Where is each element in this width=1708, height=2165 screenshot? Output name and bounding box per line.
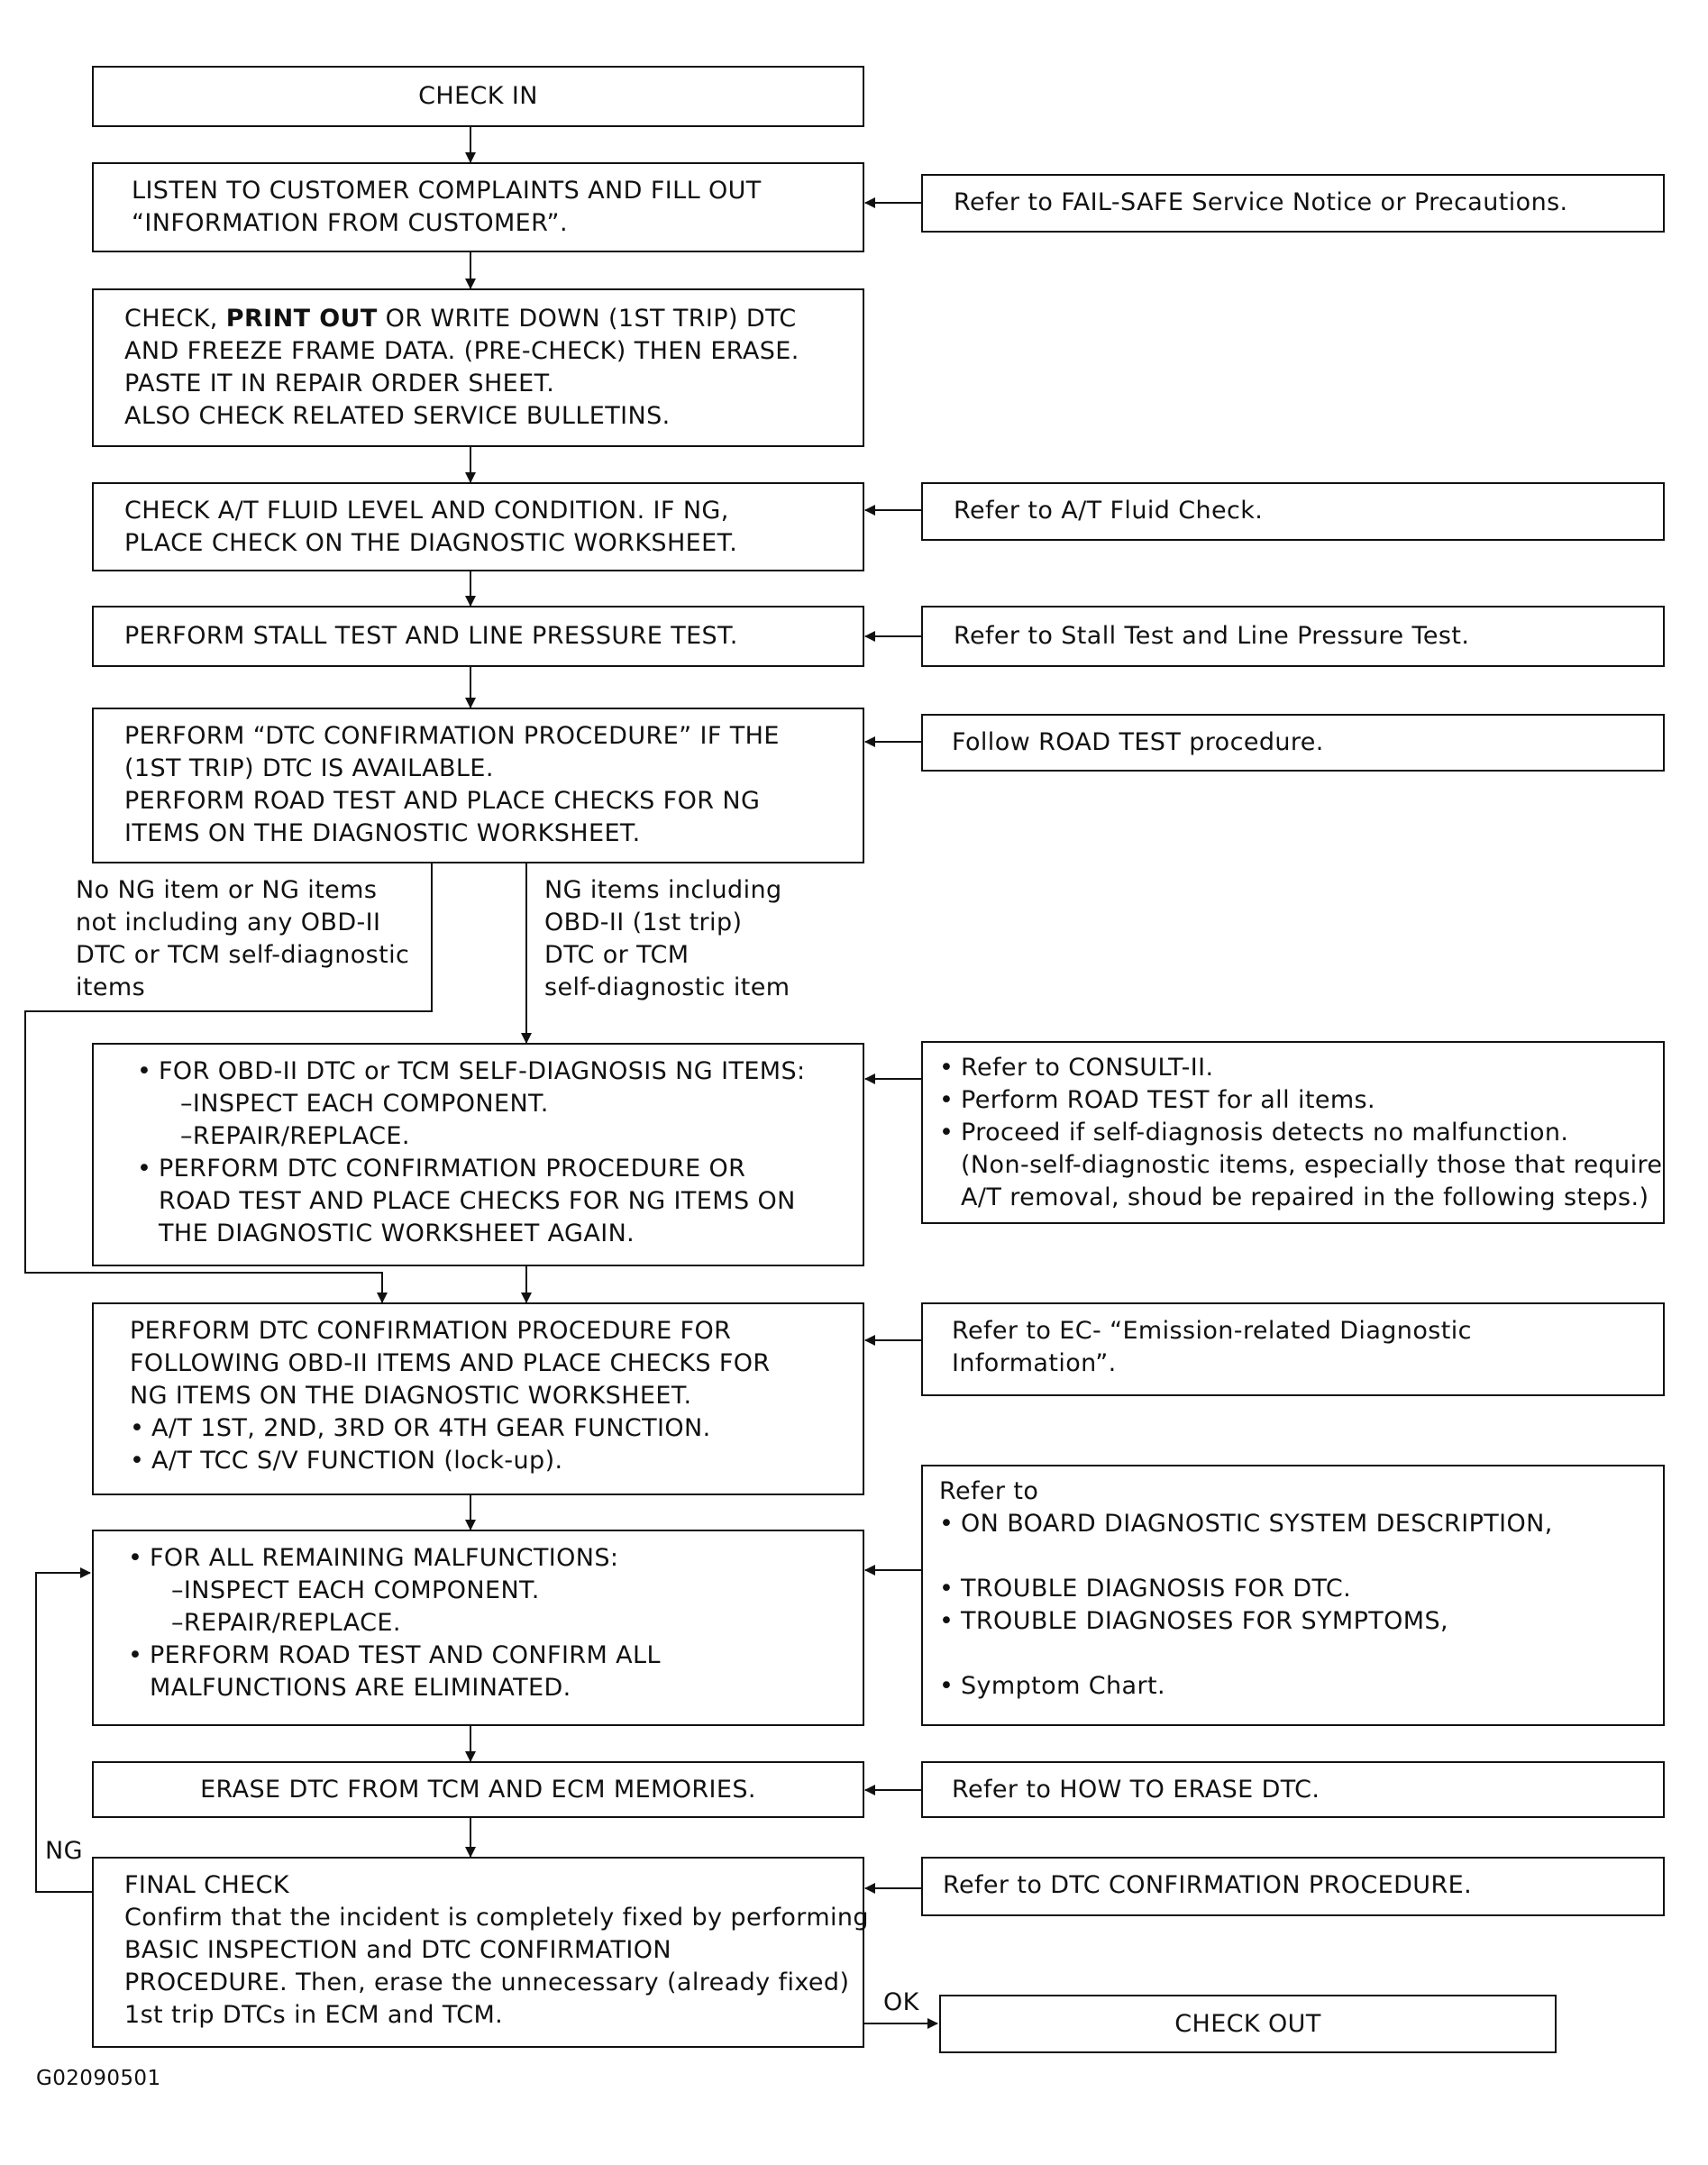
- bullet-icon: •: [939, 1575, 954, 1603]
- print-out-line-2: AND FREEZE FRAME DATA. (PRE-CHECK) THEN ERASE.: [124, 337, 799, 365]
- obd-dash-1: –INSPECT EACH COMPONENT.: [180, 1090, 549, 1118]
- check-in-label: CHECK IN: [418, 82, 538, 110]
- onboard-spacer-2: [939, 1638, 1663, 1670]
- branch-right-line-2: OBD-II (1st trip): [544, 909, 743, 936]
- remaining-bullet-2-text: PERFORM ROAD TEST AND CONFIRM ALL: [150, 1641, 661, 1669]
- fluid-line-2: PLACE CHECK ON THE DIAGNOSTIC WORKSHEET.: [124, 529, 738, 557]
- onboard-title: Refer to: [939, 1477, 1039, 1505]
- print-out-line-1: [124, 303, 863, 335]
- print-out-line-3: PASTE IT IN REPAIR ORDER SHEET.: [124, 370, 555, 397]
- ref-consult-box: [921, 1041, 1665, 1224]
- bullet-icon: •: [130, 1447, 145, 1475]
- consult-bullet-1-text: Refer to CONSULT-II.: [961, 1054, 1214, 1082]
- following-bullet-1-text: A/T 1ST, 2ND, 3RD OR 4TH GEAR FUNCTION.: [151, 1414, 711, 1442]
- remaining-bullet-2: [128, 1640, 863, 1672]
- listen-line-2: “INFORMATION FROM CUSTOMER”.: [132, 209, 568, 237]
- check-in-box: [92, 66, 864, 127]
- bullet-icon: •: [137, 1155, 152, 1183]
- ref-stall-text: Refer to Stall Test and Line Pressure Test.: [954, 622, 1470, 650]
- dtc-line-2: (1ST TRIP) DTC IS AVAILABLE.: [124, 754, 494, 782]
- ok-label: OK: [883, 1988, 919, 2016]
- remaining-dash-1: –INSPECT EACH COMPONENT.: [171, 1576, 540, 1604]
- bullet-icon: •: [128, 1641, 143, 1669]
- onboard-spacer-1: [939, 1540, 1663, 1573]
- check-out-box: [939, 1995, 1557, 2053]
- ref-final-text: Refer to DTC CONFIRMATION PROCEDURE.: [943, 1871, 1473, 1899]
- branch-left-label: [76, 874, 409, 1004]
- print-out-box: [92, 288, 864, 447]
- onboard-bullet-1: [939, 1508, 1663, 1540]
- ref-emission-box: [921, 1302, 1665, 1396]
- obd-bullet-2-cont-1: ROAD TEST AND PLACE CHECKS FOR NG ITEMS ON: [159, 1187, 796, 1215]
- onboard-bullet-3: [939, 1605, 1663, 1638]
- ref-erase-box: [921, 1761, 1665, 1818]
- ref-road-test-box: [921, 714, 1665, 772]
- final-check-box: [92, 1857, 869, 2048]
- branch-left-line-3: DTC or TCM self-diagnostic: [76, 941, 410, 969]
- listen-customer-box: [92, 162, 864, 252]
- final-line-2: Confirm that the incident is completely fixed by performing: [124, 1904, 869, 1932]
- following-bullet-2: [130, 1445, 863, 1477]
- consult-bullet-2-text: Perform ROAD TEST for all items.: [961, 1086, 1376, 1114]
- print-out-line-4: ALSO CHECK RELATED SERVICE BULLETINS.: [124, 402, 671, 430]
- ref-emission-line-2: Information”.: [952, 1349, 1117, 1377]
- ref-final-box: [921, 1857, 1665, 1916]
- print-out-post: OR WRITE DOWN (1ST TRIP) DTC: [377, 305, 797, 333]
- bullet-icon: •: [939, 1086, 954, 1114]
- consult-bullet-1: [939, 1052, 1663, 1084]
- remaining-bullet-1: [128, 1542, 863, 1575]
- consult-cont-1: (Non-self-diagnostic items, especially those that require: [961, 1151, 1663, 1179]
- obd-bullet-2-cont-2: THE DIAGNOSTIC WORKSHEET AGAIN.: [159, 1220, 635, 1247]
- ref-onboard-box: [921, 1465, 1665, 1726]
- ref-erase-text: Refer to HOW TO ERASE DTC.: [952, 1776, 1320, 1804]
- erase-dtc-box: [92, 1761, 864, 1818]
- consult-cont-2: A/T removal, shoud be repaired in the following steps.): [961, 1183, 1649, 1211]
- final-line-1: FINAL CHECK: [124, 1871, 289, 1899]
- dtc-line-1: PERFORM “DTC CONFIRMATION PROCEDURE” IF THE: [124, 722, 780, 750]
- final-line-3: BASIC INSPECTION and DTC CONFIRMATION: [124, 1936, 671, 1964]
- obd-bullet-2-text: PERFORM DTC CONFIRMATION PROCEDURE OR: [159, 1155, 746, 1183]
- bullet-icon: •: [128, 1544, 143, 1572]
- ref-fluid-text: Refer to A/T Fluid Check.: [954, 497, 1264, 525]
- onboard-bullet-2: [939, 1573, 1663, 1605]
- onboard-bullet-3-text: TROUBLE DIAGNOSES FOR SYMPTOMS,: [961, 1607, 1449, 1635]
- ng-label: NG: [45, 1837, 83, 1865]
- final-line-5: 1st trip DTCs in ECM and TCM.: [124, 2001, 504, 2029]
- listen-line-1: LISTEN TO CUSTOMER COMPLAINTS AND FILL OUT: [132, 177, 762, 205]
- obd-bullet-1-text: FOR OBD-II DTC or TCM SELF-DIAGNOSIS NG ITEMS:: [159, 1057, 806, 1085]
- ref-failsafe-text: Refer to FAIL-SAFE Service Notice or Precautions.: [954, 188, 1568, 216]
- print-out-bold: PRINT OUT: [225, 305, 378, 333]
- branch-left-line-4: items: [76, 973, 146, 1001]
- onboard-bullet-4: [939, 1670, 1663, 1703]
- final-line-4: PROCEDURE. Then, erase the unnecessary (already fixed): [124, 1969, 850, 1996]
- consult-bullet-2: [939, 1084, 1663, 1117]
- branch-left-line-2: not including any OBD-II: [76, 909, 381, 936]
- following-line-2: FOLLOWING OBD-II ITEMS AND PLACE CHECKS FOR: [130, 1349, 771, 1377]
- following-line-1: PERFORM DTC CONFIRMATION PROCEDURE FOR: [130, 1317, 732, 1345]
- onboard-bullet-1-text: ON BOARD DIAGNOSTIC SYSTEM DESCRIPTION,: [961, 1510, 1553, 1538]
- fluid-check-box: [92, 482, 864, 571]
- dtc-line-3: PERFORM ROAD TEST AND PLACE CHECKS FOR NG: [124, 787, 761, 815]
- ref-stall-box: [921, 606, 1665, 667]
- following-bullet-2-text: A/T TCC S/V FUNCTION (lock-up).: [151, 1447, 563, 1475]
- onboard-bullet-2-text: TROUBLE DIAGNOSIS FOR DTC.: [961, 1575, 1352, 1603]
- bullet-icon: •: [130, 1414, 145, 1442]
- ref-emission-line-1: Refer to EC- “Emission-related Diagnostic: [952, 1317, 1472, 1345]
- dtc-confirmation-box: [92, 708, 864, 863]
- obd-bullet-1: [137, 1055, 863, 1088]
- stall-label: PERFORM STALL TEST AND LINE PRESSURE TEST.: [124, 622, 738, 650]
- obd-self-diagnosis-box: [92, 1043, 864, 1266]
- remaining-malfunctions-box: [92, 1530, 864, 1726]
- following-bullet-1: [130, 1412, 863, 1445]
- bullet-icon: •: [939, 1054, 954, 1082]
- branch-left-line-1: No NG item or NG items: [76, 876, 378, 904]
- figure-id: G02090501: [36, 2067, 161, 2090]
- print-out-pre: CHECK,: [124, 305, 226, 333]
- bullet-icon: •: [939, 1510, 954, 1538]
- remaining-bullet-2-cont: MALFUNCTIONS ARE ELIMINATED.: [150, 1674, 571, 1702]
- bullet-icon: •: [137, 1057, 152, 1085]
- consult-bullet-3: [939, 1117, 1663, 1149]
- erase-label: ERASE DTC FROM TCM AND ECM MEMORIES.: [200, 1776, 756, 1804]
- stall-test-box: [92, 606, 864, 667]
- onboard-bullet-4-text: Symptom Chart.: [961, 1672, 1165, 1700]
- following-line-3: NG ITEMS ON THE DIAGNOSTIC WORKSHEET.: [130, 1382, 692, 1410]
- remaining-dash-2: –REPAIR/REPLACE.: [171, 1609, 401, 1637]
- check-out-label: CHECK OUT: [1174, 2010, 1321, 2038]
- consult-bullet-3-text: Proceed if self-diagnosis detects no malfunction.: [961, 1119, 1569, 1146]
- ref-fluid-box: [921, 482, 1665, 541]
- branch-right-line-3: DTC or TCM: [544, 941, 690, 969]
- dtc-line-4: ITEMS ON THE DIAGNOSTIC WORKSHEET.: [124, 819, 641, 847]
- obd-dash-2: –REPAIR/REPLACE.: [180, 1122, 410, 1150]
- branch-right-label: [544, 874, 790, 1004]
- bullet-icon: •: [939, 1672, 954, 1700]
- remaining-bullet-1-text: FOR ALL REMAINING MALFUNCTIONS:: [150, 1544, 619, 1572]
- branch-right-line-4: self-diagnostic item: [544, 973, 790, 1001]
- fluid-line-1: CHECK A/T FLUID LEVEL AND CONDITION. IF NG,: [124, 497, 729, 525]
- obd-bullet-2: [137, 1153, 863, 1185]
- bullet-icon: •: [939, 1119, 954, 1146]
- branch-right-line-1: NG items including: [544, 876, 782, 904]
- ref-road-text: Follow ROAD TEST procedure.: [952, 728, 1324, 756]
- obd-following-box: [92, 1302, 864, 1495]
- ref-failsafe-box: [921, 174, 1665, 233]
- bullet-icon: •: [939, 1607, 954, 1635]
